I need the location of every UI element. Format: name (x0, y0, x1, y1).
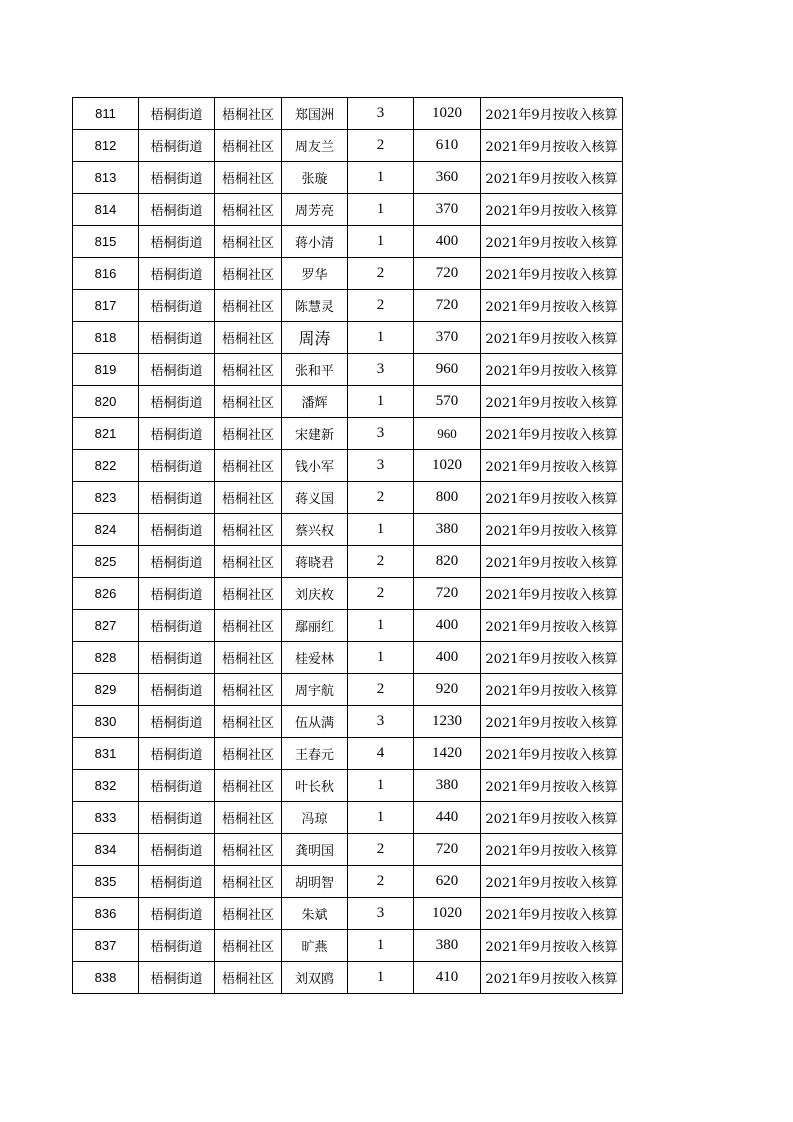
street-cell: 梧桐街道 (139, 610, 215, 642)
street-cell: 梧桐街道 (139, 98, 215, 130)
name-cell: 周宇航 (282, 674, 348, 706)
name-cell: 陈慧灵 (282, 290, 348, 322)
name-cell: 王春元 (282, 738, 348, 770)
community-cell: 梧桐社区 (215, 866, 282, 898)
name-cell: 叶长秋 (282, 770, 348, 802)
row-number-cell: 836 (73, 898, 139, 930)
street-cell: 梧桐街道 (139, 578, 215, 610)
amount-cell: 570 (414, 386, 481, 418)
name-cell: 桂爱林 (282, 642, 348, 674)
amount-cell: 370 (414, 194, 481, 226)
name-cell: 蔡兴权 (282, 514, 348, 546)
community-cell: 梧桐社区 (215, 578, 282, 610)
table-row (73, 354, 623, 386)
row-number-cell: 826 (73, 578, 139, 610)
table-row (73, 578, 623, 610)
household-size-cell: 1 (348, 610, 414, 642)
household-size-cell: 1 (348, 930, 414, 962)
community-cell: 梧桐社区 (215, 738, 282, 770)
table-row (73, 674, 623, 706)
note-cell: 2021年9月按收入核算 (481, 258, 623, 290)
amount-cell: 1020 (414, 898, 481, 930)
row-number-cell: 831 (73, 738, 139, 770)
note-cell: 2021年9月按收入核算 (481, 130, 623, 162)
amount-cell: 360 (414, 162, 481, 194)
street-cell: 梧桐街道 (139, 386, 215, 418)
household-size-cell: 3 (348, 706, 414, 738)
row-number-cell: 827 (73, 610, 139, 642)
note-cell: 2021年9月按收入核算 (481, 418, 623, 450)
amount-cell: 400 (414, 610, 481, 642)
note-cell: 2021年9月按收入核算 (481, 674, 623, 706)
table-row (73, 322, 623, 354)
household-size-cell: 3 (348, 450, 414, 482)
household-size-cell: 2 (348, 546, 414, 578)
street-cell: 梧桐街道 (139, 738, 215, 770)
records-table (72, 97, 623, 994)
street-cell: 梧桐街道 (139, 482, 215, 514)
amount-cell: 380 (414, 770, 481, 802)
name-cell: 周芳亮 (282, 194, 348, 226)
note-cell: 2021年9月按收入核算 (481, 514, 623, 546)
household-size-cell: 2 (348, 834, 414, 866)
street-cell: 梧桐街道 (139, 642, 215, 674)
household-size-cell: 2 (348, 258, 414, 290)
row-number-cell: 819 (73, 354, 139, 386)
amount-cell: 620 (414, 866, 481, 898)
note-cell: 2021年9月按收入核算 (481, 578, 623, 610)
row-number-cell: 815 (73, 226, 139, 258)
table-row (73, 450, 623, 482)
household-size-cell: 1 (348, 162, 414, 194)
row-number-cell: 822 (73, 450, 139, 482)
name-cell: 周涛 (282, 322, 348, 354)
name-cell: 蒋小清 (282, 226, 348, 258)
table-row (73, 226, 623, 258)
row-number-cell: 816 (73, 258, 139, 290)
amount-cell: 610 (414, 130, 481, 162)
row-number-cell: 824 (73, 514, 139, 546)
table-row (73, 514, 623, 546)
community-cell: 梧桐社区 (215, 290, 282, 322)
table-row (73, 802, 623, 834)
name-cell: 冯琼 (282, 802, 348, 834)
row-number-cell: 821 (73, 418, 139, 450)
note-cell: 2021年9月按收入核算 (481, 194, 623, 226)
table-row (73, 482, 623, 514)
name-cell: 郑国洲 (282, 98, 348, 130)
name-cell: 张和平 (282, 354, 348, 386)
table-row (73, 194, 623, 226)
community-cell: 梧桐社区 (215, 962, 282, 994)
street-cell: 梧桐街道 (139, 770, 215, 802)
household-size-cell: 1 (348, 770, 414, 802)
street-cell: 梧桐街道 (139, 226, 215, 258)
community-cell: 梧桐社区 (215, 162, 282, 194)
household-size-cell: 2 (348, 130, 414, 162)
name-cell: 蒋晓君 (282, 546, 348, 578)
note-cell: 2021年9月按收入核算 (481, 98, 623, 130)
street-cell: 梧桐街道 (139, 194, 215, 226)
street-cell: 梧桐街道 (139, 930, 215, 962)
street-cell: 梧桐街道 (139, 514, 215, 546)
community-cell: 梧桐社区 (215, 802, 282, 834)
amount-cell: 720 (414, 578, 481, 610)
name-cell: 胡明智 (282, 866, 348, 898)
row-number-cell: 835 (73, 866, 139, 898)
street-cell: 梧桐街道 (139, 834, 215, 866)
amount-cell: 1020 (414, 450, 481, 482)
community-cell: 梧桐社区 (215, 226, 282, 258)
note-cell: 2021年9月按收入核算 (481, 706, 623, 738)
amount-cell: 960 (414, 418, 481, 450)
name-cell: 刘双鸥 (282, 962, 348, 994)
name-cell: 宋建新 (282, 418, 348, 450)
street-cell: 梧桐街道 (139, 418, 215, 450)
note-cell: 2021年9月按收入核算 (481, 962, 623, 994)
community-cell: 梧桐社区 (215, 98, 282, 130)
name-cell: 朱斌 (282, 898, 348, 930)
community-cell: 梧桐社区 (215, 354, 282, 386)
street-cell: 梧桐街道 (139, 130, 215, 162)
table-row (73, 962, 623, 994)
household-size-cell: 1 (348, 194, 414, 226)
row-number-cell: 817 (73, 290, 139, 322)
amount-cell: 380 (414, 930, 481, 962)
amount-cell: 720 (414, 290, 481, 322)
community-cell: 梧桐社区 (215, 386, 282, 418)
table-row (73, 386, 623, 418)
street-cell: 梧桐街道 (139, 674, 215, 706)
household-size-cell: 3 (348, 418, 414, 450)
amount-cell: 1420 (414, 738, 481, 770)
community-cell: 梧桐社区 (215, 546, 282, 578)
row-number-cell: 837 (73, 930, 139, 962)
note-cell: 2021年9月按收入核算 (481, 930, 623, 962)
amount-cell: 400 (414, 226, 481, 258)
row-number-cell: 832 (73, 770, 139, 802)
table-row (73, 290, 623, 322)
table-row (73, 546, 623, 578)
street-cell: 梧桐街道 (139, 962, 215, 994)
community-cell: 梧桐社区 (215, 834, 282, 866)
street-cell: 梧桐街道 (139, 546, 215, 578)
note-cell: 2021年9月按收入核算 (481, 642, 623, 674)
table-row (73, 130, 623, 162)
note-cell: 2021年9月按收入核算 (481, 322, 623, 354)
household-size-cell: 1 (348, 642, 414, 674)
row-number-cell: 834 (73, 834, 139, 866)
community-cell: 梧桐社区 (215, 514, 282, 546)
row-number-cell: 833 (73, 802, 139, 834)
amount-cell: 1020 (414, 98, 481, 130)
street-cell: 梧桐街道 (139, 258, 215, 290)
household-size-cell: 2 (348, 866, 414, 898)
table-row (73, 98, 623, 130)
note-cell: 2021年9月按收入核算 (481, 226, 623, 258)
note-cell: 2021年9月按收入核算 (481, 898, 623, 930)
household-size-cell: 1 (348, 226, 414, 258)
table-row (73, 706, 623, 738)
note-cell: 2021年9月按收入核算 (481, 770, 623, 802)
name-cell: 旷燕 (282, 930, 348, 962)
amount-cell: 920 (414, 674, 481, 706)
name-cell: 鄢丽红 (282, 610, 348, 642)
table-row (73, 930, 623, 962)
household-size-cell: 1 (348, 322, 414, 354)
household-size-cell: 1 (348, 962, 414, 994)
name-cell: 罗华 (282, 258, 348, 290)
street-cell: 梧桐街道 (139, 802, 215, 834)
community-cell: 梧桐社区 (215, 674, 282, 706)
table-row (73, 866, 623, 898)
amount-cell: 410 (414, 962, 481, 994)
amount-cell: 400 (414, 642, 481, 674)
note-cell: 2021年9月按收入核算 (481, 162, 623, 194)
table-row (73, 610, 623, 642)
note-cell: 2021年9月按收入核算 (481, 386, 623, 418)
household-size-cell: 2 (348, 482, 414, 514)
row-number-cell: 829 (73, 674, 139, 706)
street-cell: 梧桐街道 (139, 290, 215, 322)
household-size-cell: 2 (348, 578, 414, 610)
row-number-cell: 813 (73, 162, 139, 194)
household-size-cell: 1 (348, 514, 414, 546)
row-number-cell: 838 (73, 962, 139, 994)
name-cell: 周友兰 (282, 130, 348, 162)
note-cell: 2021年9月按收入核算 (481, 482, 623, 514)
street-cell: 梧桐街道 (139, 866, 215, 898)
household-size-cell: 4 (348, 738, 414, 770)
name-cell: 蒋义国 (282, 482, 348, 514)
note-cell: 2021年9月按收入核算 (481, 802, 623, 834)
street-cell: 梧桐街道 (139, 450, 215, 482)
amount-cell: 720 (414, 258, 481, 290)
row-number-cell: 820 (73, 386, 139, 418)
household-size-cell: 3 (348, 98, 414, 130)
table-row (73, 770, 623, 802)
row-number-cell: 823 (73, 482, 139, 514)
amount-cell: 1230 (414, 706, 481, 738)
amount-cell: 440 (414, 802, 481, 834)
note-cell: 2021年9月按收入核算 (481, 738, 623, 770)
community-cell: 梧桐社区 (215, 770, 282, 802)
table-row (73, 834, 623, 866)
note-cell: 2021年9月按收入核算 (481, 546, 623, 578)
amount-cell: 820 (414, 546, 481, 578)
household-size-cell: 2 (348, 674, 414, 706)
community-cell: 梧桐社区 (215, 322, 282, 354)
note-cell: 2021年9月按收入核算 (481, 290, 623, 322)
household-size-cell: 3 (348, 354, 414, 386)
community-cell: 梧桐社区 (215, 194, 282, 226)
note-cell: 2021年9月按收入核算 (481, 450, 623, 482)
table-row (73, 642, 623, 674)
name-cell: 张璇 (282, 162, 348, 194)
community-cell: 梧桐社区 (215, 610, 282, 642)
household-size-cell: 1 (348, 802, 414, 834)
table-row (73, 898, 623, 930)
records-table-body (73, 98, 623, 994)
community-cell: 梧桐社区 (215, 706, 282, 738)
note-cell: 2021年9月按收入核算 (481, 610, 623, 642)
row-number-cell: 828 (73, 642, 139, 674)
amount-cell: 960 (414, 354, 481, 386)
community-cell: 梧桐社区 (215, 450, 282, 482)
community-cell: 梧桐社区 (215, 898, 282, 930)
table-row (73, 418, 623, 450)
name-cell: 龚明国 (282, 834, 348, 866)
note-cell: 2021年9月按收入核算 (481, 866, 623, 898)
street-cell: 梧桐街道 (139, 898, 215, 930)
amount-cell: 800 (414, 482, 481, 514)
community-cell: 梧桐社区 (215, 930, 282, 962)
name-cell: 钱小军 (282, 450, 348, 482)
street-cell: 梧桐街道 (139, 322, 215, 354)
row-number-cell: 825 (73, 546, 139, 578)
note-cell: 2021年9月按收入核算 (481, 354, 623, 386)
household-size-cell: 2 (348, 290, 414, 322)
community-cell: 梧桐社区 (215, 482, 282, 514)
street-cell: 梧桐街道 (139, 354, 215, 386)
amount-cell: 380 (414, 514, 481, 546)
row-number-cell: 818 (73, 322, 139, 354)
household-size-cell: 3 (348, 898, 414, 930)
name-cell: 刘庆枚 (282, 578, 348, 610)
note-cell: 2021年9月按收入核算 (481, 834, 623, 866)
row-number-cell: 830 (73, 706, 139, 738)
community-cell: 梧桐社区 (215, 258, 282, 290)
street-cell: 梧桐街道 (139, 706, 215, 738)
table-row (73, 738, 623, 770)
table-row (73, 258, 623, 290)
name-cell: 伍从满 (282, 706, 348, 738)
street-cell: 梧桐街道 (139, 162, 215, 194)
row-number-cell: 812 (73, 130, 139, 162)
community-cell: 梧桐社区 (215, 130, 282, 162)
amount-cell: 370 (414, 322, 481, 354)
table-row (73, 162, 623, 194)
name-cell: 潘辉 (282, 386, 348, 418)
amount-cell: 720 (414, 834, 481, 866)
row-number-cell: 814 (73, 194, 139, 226)
household-size-cell: 1 (348, 386, 414, 418)
community-cell: 梧桐社区 (215, 642, 282, 674)
community-cell: 梧桐社区 (215, 418, 282, 450)
row-number-cell: 811 (73, 98, 139, 130)
